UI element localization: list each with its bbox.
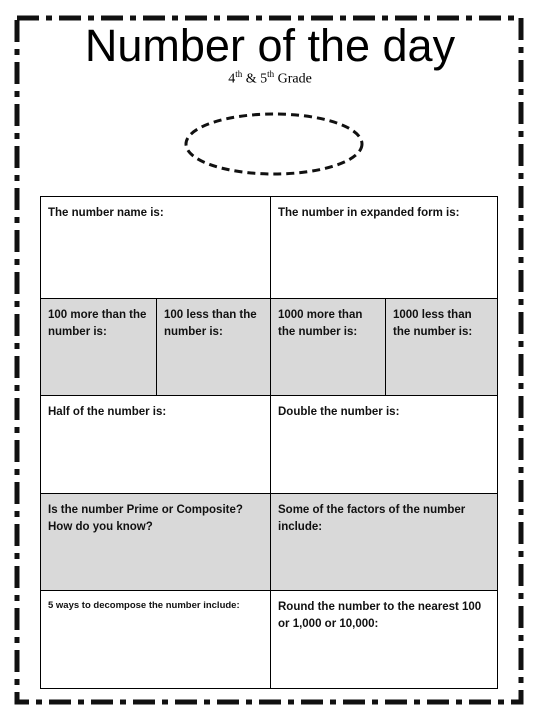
- number-oval: [184, 111, 364, 191]
- page-title: Number of the day: [84, 20, 456, 71]
- expanded-form-cell[interactable]: The number in expanded form is:: [270, 197, 497, 298]
- plus-100-cell[interactable]: 100 more than the number is:: [48, 309, 147, 338]
- row-name-expanded: [41, 197, 497, 299]
- grade-subtitle: 4th & 5th Grade: [228, 69, 312, 87]
- double-cell[interactable]: Double the number is:: [270, 396, 497, 493]
- row-prime-factors: [41, 494, 497, 591]
- row-decompose-round: [41, 591, 497, 688]
- plus-1000-cell[interactable]: 1000 more than the number is:: [270, 299, 385, 395]
- minus-100-cell[interactable]: 100 less than the number is:: [156, 299, 270, 395]
- factors-cell[interactable]: Some of the factors of the number include:: [270, 494, 497, 590]
- row-half-double: [41, 396, 497, 494]
- worksheet-grid: [40, 196, 498, 689]
- number-name-cell[interactable]: The number name is:: [48, 207, 164, 219]
- decompose-cell[interactable]: 5 ways to decompose the number include:: [48, 600, 240, 611]
- minus-1000-cell[interactable]: 1000 less than the number is:: [385, 299, 497, 395]
- round-cell[interactable]: Round the number to the nearest 100 or 1,000 or 10,000:: [270, 591, 497, 688]
- half-cell[interactable]: Half of the number is:: [48, 406, 167, 418]
- prime-composite-cell[interactable]: Is the number Prime or Composite? How do you know?: [48, 504, 243, 533]
- row-more-less: [41, 299, 497, 396]
